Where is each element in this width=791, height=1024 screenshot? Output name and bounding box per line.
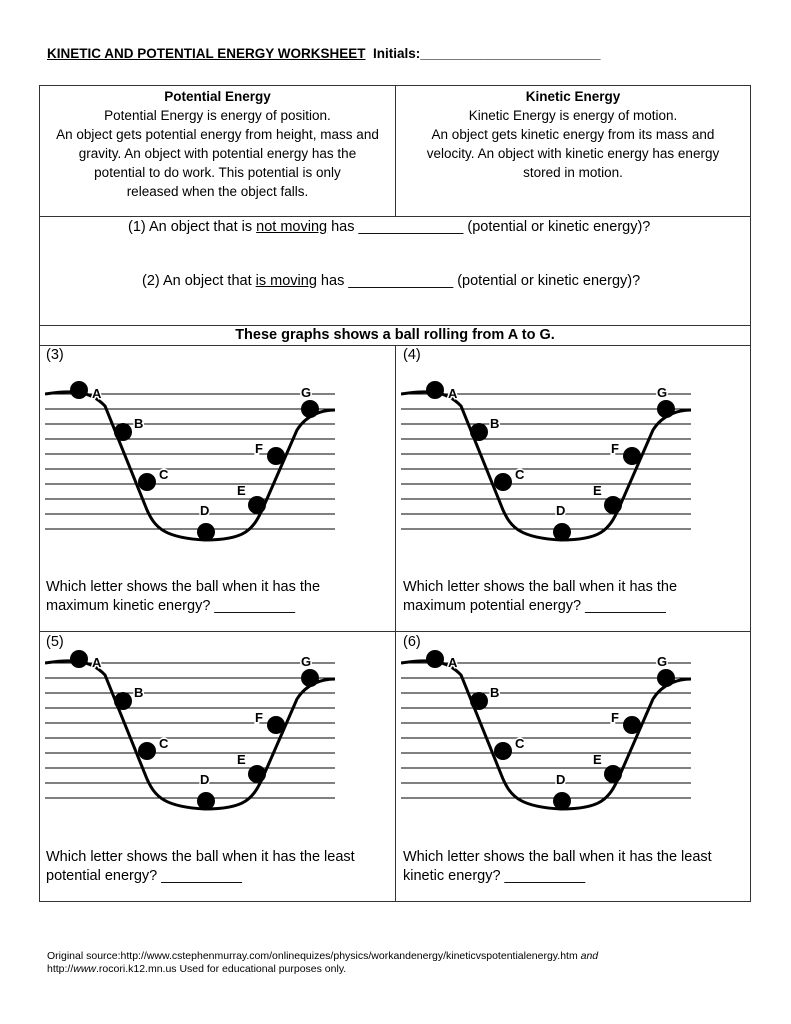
ball-c [494,742,512,760]
ball-e [604,765,622,783]
ball-c [138,742,156,760]
ball-label-d: D [200,772,210,787]
ball-label-e: E [593,483,602,498]
ball-label-b: B [134,416,144,431]
potential-line: released when the object falls. [126,184,309,199]
ball-label-a: A [92,655,102,670]
ball-e [248,765,266,783]
ball-e [604,496,622,514]
panel-3-answer-blank[interactable]: maximum kinetic energy? __________ [46,598,296,614]
panel-5-answer-blank[interactable]: potential energy? __________ [46,868,242,884]
kinetic-line: stored in motion. [523,165,623,180]
ball-c [138,473,156,491]
worksheet-title: KINETIC AND POTENTIAL ENERGY WORKSHEET [47,46,366,61]
ball-label-g: G [301,654,312,669]
potential-line: gravity. An object with potential energy has the [78,146,357,161]
valley-track [45,661,335,809]
source-url-2-rest: .rocori.k12.mn.us Used for educational purposes only. [96,963,347,975]
panel-4-answer-blank[interactable]: maximum potential energy? __________ [403,598,666,614]
ball-e [248,496,266,514]
question-2 [142,273,640,289]
panel-6-question-line: Which letter shows the ball when it has the least [403,849,712,865]
worksheet-header [47,46,601,61]
ball-label-f: F [255,710,263,725]
ball-label-f: F [611,710,619,725]
kinetic-line: velocity. An object with kinetic energy has energy [426,146,720,161]
valley-track [401,661,691,809]
question-1 [128,219,650,235]
panel-5-number: (5) [46,634,64,650]
question-2-blank[interactable]: has _____________ (potential or kinetic energy)? [316,273,641,289]
row-divider-2 [39,325,751,326]
potential-energy-definition [40,87,395,201]
ball-label-c: C [515,736,525,751]
ball-label-d: D [556,772,566,787]
ball-label-b: B [134,685,144,700]
ball-c [494,473,512,491]
ball-b [114,423,132,441]
question-1-blank[interactable]: has _____________ (potential or kinetic energy)? [327,219,651,235]
source-url-2-prefix: http:// [47,963,74,975]
graph-panel-6 [401,647,701,827]
panel-6-question [403,848,743,886]
ball-f [623,447,641,465]
graph-panel-3 [45,378,345,558]
question-1-text: (1) An object that is [128,219,257,235]
ball-g [301,669,319,687]
panel-4-question-line: Which letter shows the ball when it has the [403,579,678,595]
question-2-underlined: is moving [255,273,317,289]
ball-label-e: E [237,752,246,767]
graphs-divider [395,345,396,902]
ball-label-e: E [237,483,246,498]
ball-d [197,792,215,810]
ball-label-d: D [200,503,210,518]
panel-6-number: (6) [403,634,421,650]
ball-d [553,523,571,541]
kinetic-line: Kinetic Energy is energy of motion. [468,108,678,123]
potential-energy-heading: Potential Energy [164,89,271,104]
potential-line: potential to do work. This potential is only [94,165,341,180]
ball-a [70,650,88,668]
ball-label-g: G [657,385,668,400]
kinetic-energy-definition [396,87,750,182]
ball-label-c: C [515,467,525,482]
ball-f [623,716,641,734]
graph-panel-4 [401,378,701,558]
ball-label-f: F [255,441,263,456]
ball-b [470,423,488,441]
source-url-2-www: www [73,963,97,975]
kinetic-line: An object gets kinetic energy from its mass and [431,127,715,142]
ball-g [301,400,319,418]
kinetic-energy-heading: Kinetic Energy [525,89,621,104]
ball-label-f: F [611,441,619,456]
ball-label-g: G [657,654,668,669]
panel-3-question-line: Which letter shows the ball when it has the [46,579,321,595]
question-1-underlined: not moving [256,219,328,235]
panel-3-number: (3) [46,347,64,363]
ball-f [267,716,285,734]
ball-label-a: A [448,655,458,670]
ball-label-b: B [490,685,500,700]
initials-field[interactable]: Initials:________________________ [373,46,601,61]
panel-4-number: (4) [403,347,421,363]
ball-a [426,381,444,399]
source-url-1: Original source:http://www.cstephenmurray.com/onlinequizes/physics/workandenergy/kineticvspotentialenergy.htm [47,950,581,962]
graphs-heading: These graphs shows a ball rolling from A to G. [235,327,555,343]
ball-a [70,381,88,399]
ball-label-a: A [92,386,102,401]
ball-g [657,669,675,687]
potential-line: Potential Energy is energy of position. [104,108,331,123]
ball-label-a: A [448,386,458,401]
ball-label-c: C [159,736,169,751]
source-and: and [580,950,599,962]
panel-3-question [46,578,386,616]
ball-label-b: B [490,416,500,431]
ball-label-c: C [159,467,169,482]
graph-panel-5 [45,647,345,827]
ball-g [657,400,675,418]
ball-b [470,692,488,710]
ball-f [267,447,285,465]
source-footer [47,950,598,976]
ball-d [553,792,571,810]
ball-d [197,523,215,541]
panel-5-question-line: Which letter shows the ball when it has the least [46,849,355,865]
panel-6-answer-blank[interactable]: kinetic energy? __________ [403,868,586,884]
ball-a [426,650,444,668]
valley-track [401,392,691,540]
panel-5-question [46,848,386,886]
row-divider-1 [39,216,751,217]
question-2-text: (2) An object that [142,273,256,289]
ball-label-g: G [301,385,312,400]
ball-b [114,692,132,710]
valley-track [45,392,335,540]
row-divider-4 [39,631,751,632]
potential-line: An object gets potential energy from height, mass and [56,127,379,142]
ball-label-e: E [593,752,602,767]
ball-label-d: D [556,503,566,518]
panel-4-question [403,578,743,616]
